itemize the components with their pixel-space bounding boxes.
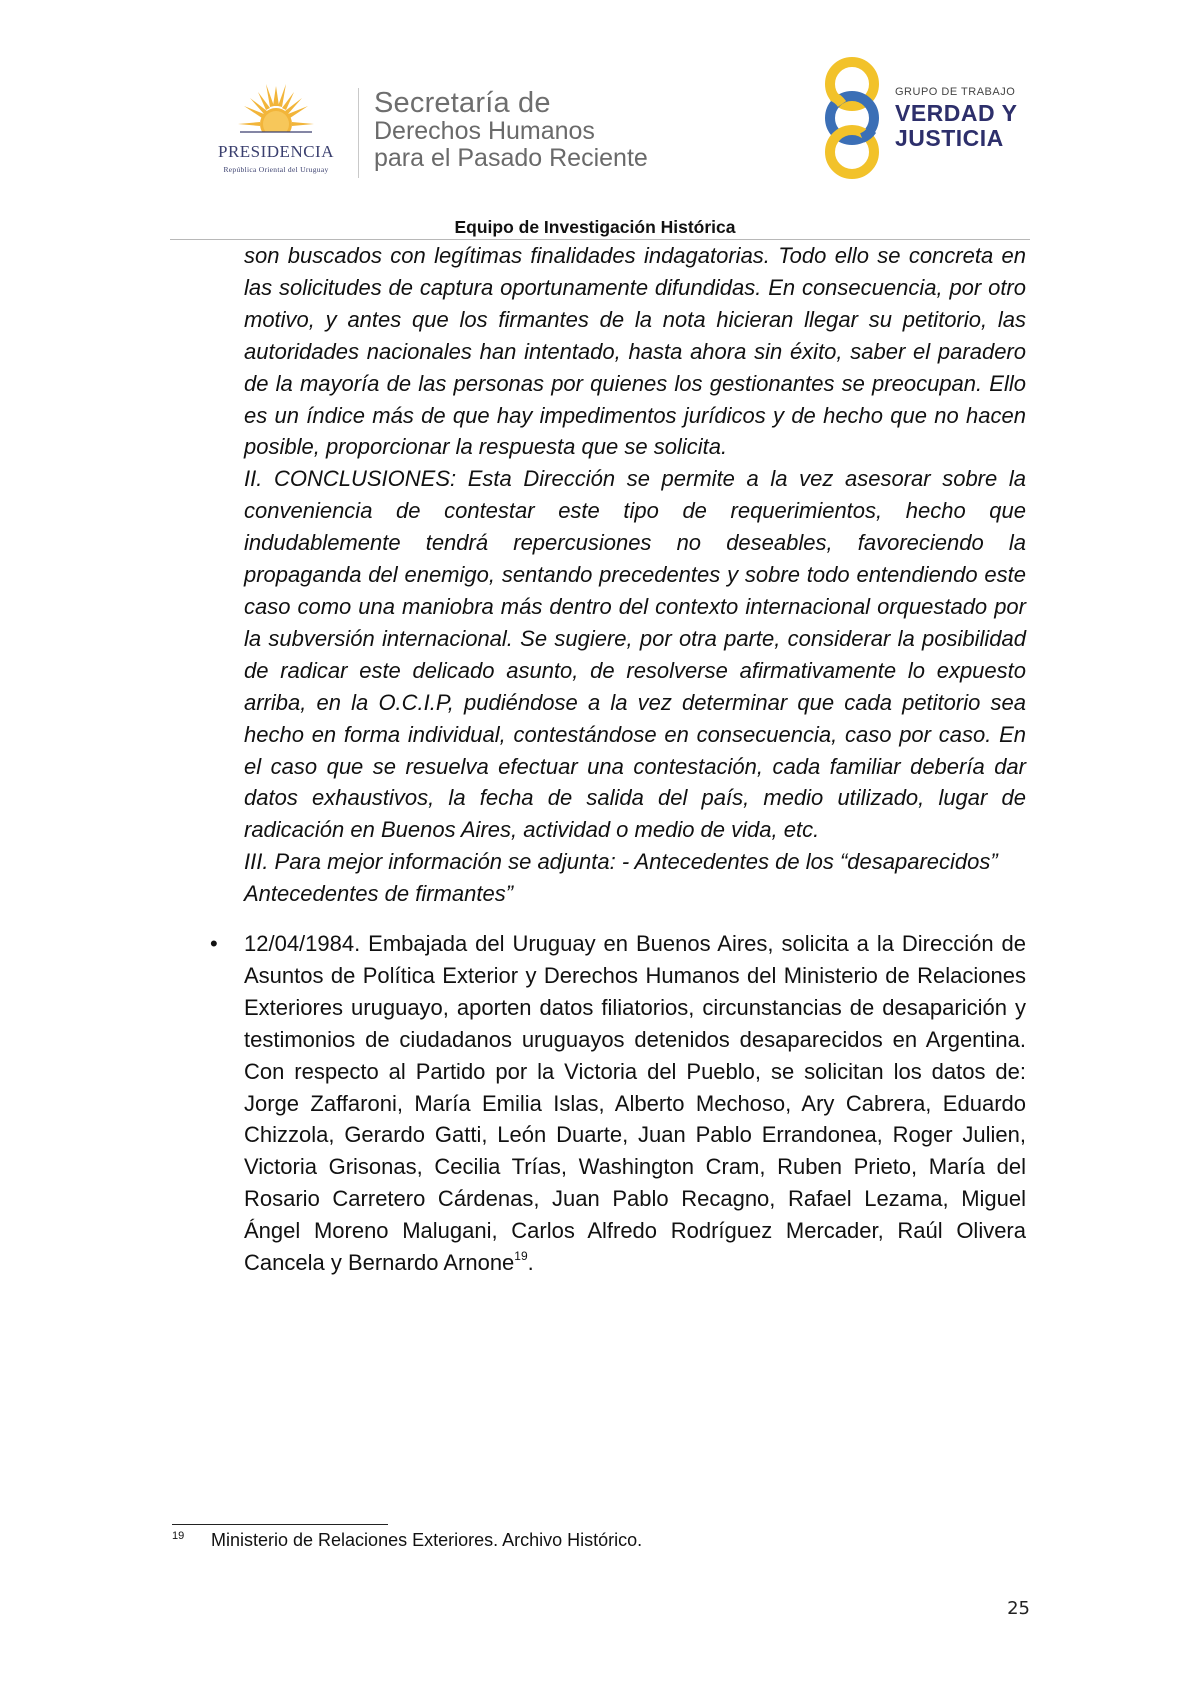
footnote-number: 19 [172, 1530, 185, 1542]
header-divider [358, 88, 359, 178]
page-header [0, 0, 1190, 237]
secretaria-logo-text [374, 88, 648, 172]
bullet-text: 12/04/1984. Embajada del Uruguay en Buenos Aires, solicita a la Dirección de Asuntos de Política Exterior y Derechos Humanos del Ministerio de Relaciones Exteriores uruguayo, aporten datos filiatorios, circunstancias de desaparición y testimonios de ciudadanos uruguayos detenidos desaparecidos en Argentina. Con respecto al Partido por la Victoria del Pueblo, se solicitan los datos de: Jorge Zaffaroni, María Emilia Islas, Alberto Mechoso, Ary Cabrera, Eduardo Chizzola, Gerardo Gatti, León Duarte, Juan Pablo Errandonea, Roger Julien, Victoria Grisonas, Cecilia Trías, Washington Cram, Ruben Prieto, María del Rosario Carretero Cárdenas, Juan Pablo Recagno, Rafael Lezama, Miguel Ángel Moreno Malugani, Carlos Alfredo Rodríguez Mercader, Raúl Olivera Cancela y Bernardo Arnone [244, 931, 1026, 1276]
presidencia-logo [196, 80, 356, 180]
quote-anexos: III. Para mejor información se adjunta: - Antecedentes de los “desaparecidos” [244, 849, 998, 875]
equipo-investigacion-title: Equipo de Investigación Histórica [454, 217, 736, 237]
list-item [210, 928, 1026, 1279]
footnote-reference[interactable]: 19 [514, 1248, 528, 1263]
bullet-end: . [527, 1250, 534, 1276]
bullet-icon: • [210, 931, 218, 957]
bullet-paragraph [244, 928, 1026, 1279]
footnote-text: Ministerio de Relaciones Exteriores. Archivo Histórico. [211, 1530, 643, 1550]
grupo-trabajo-label: GRUPO DE TRABAJO [895, 86, 1016, 98]
secretaria-line3: para el Pasado Reciente [374, 144, 648, 172]
page-number: 25 [1007, 1598, 1030, 1619]
secretaria-line1: Secretaría de [374, 87, 551, 119]
presidencia-name: PRESIDENCIA [217, 142, 334, 161]
sun-emblem-icon [236, 80, 316, 140]
presidencia-subtitle: República Oriental del Uruguay [223, 165, 329, 174]
secretaria-line2: Derechos Humanos [374, 117, 595, 145]
footnote-rule [172, 1524, 388, 1525]
justicia-label: JUSTICIA [895, 125, 1004, 151]
quote-paragraph: son buscados con legítimas finalidades indagatorias. Todo ello se concreta en las solicitudes de captura oportunamente difundidas. En consecuencia, por otro motivo, y antes que los firmantes de la nota hicieran llegar su petitorio, las autoridades nacionales han intentado, hasta ahora sin éxito, saber el paradero de la mayoría de las personas por quienes los gestionantes se preocupan. Ello es un índice más de que hay impedimentos jurídicos y de hecho que no hacen posible, proporcionar la respuesta que se solicita. [244, 243, 1026, 460]
grupo-trabajo-logo [818, 56, 1028, 180]
interlocked-rings-icon [818, 56, 886, 180]
verdad-label: VERDAD Y [895, 100, 1018, 126]
quote-anexos-cont: Antecedentes de firmantes” [244, 881, 514, 907]
page-body [210, 240, 1026, 1279]
quote-conclusiones: II. CONCLUSIONES: Esta Dirección se permite a la vez asesorar sobre la conveniencia de contestar este tipo de requerimientos, hecho que indudablemente tendrá repercusiones no deseables, favoreciendo la propaganda del enemigo, sentando precedentes y sobre todo entendiendo este caso como una maniobra más dentro del contexto internacional orquestado por la subversión internacional. Se sugiere, por otra parte, considerar la posibilidad de radicar este delicado asunto, de resolverse afirmativamente lo expuesto arriba, en la O.C.I.P, pudiéndose a la vez determinar que cada petitorio sea hecho en forma individual, contestándose en consecuencia, caso por caso. En el caso que se resuelva efectuar una contestación, cada familiar debería dar datos exhaustivos, la fecha de salida del país, medio utilizado, lugar de radicación en Buenos Aires, actividad o medio de vida, etc. [244, 466, 1026, 843]
